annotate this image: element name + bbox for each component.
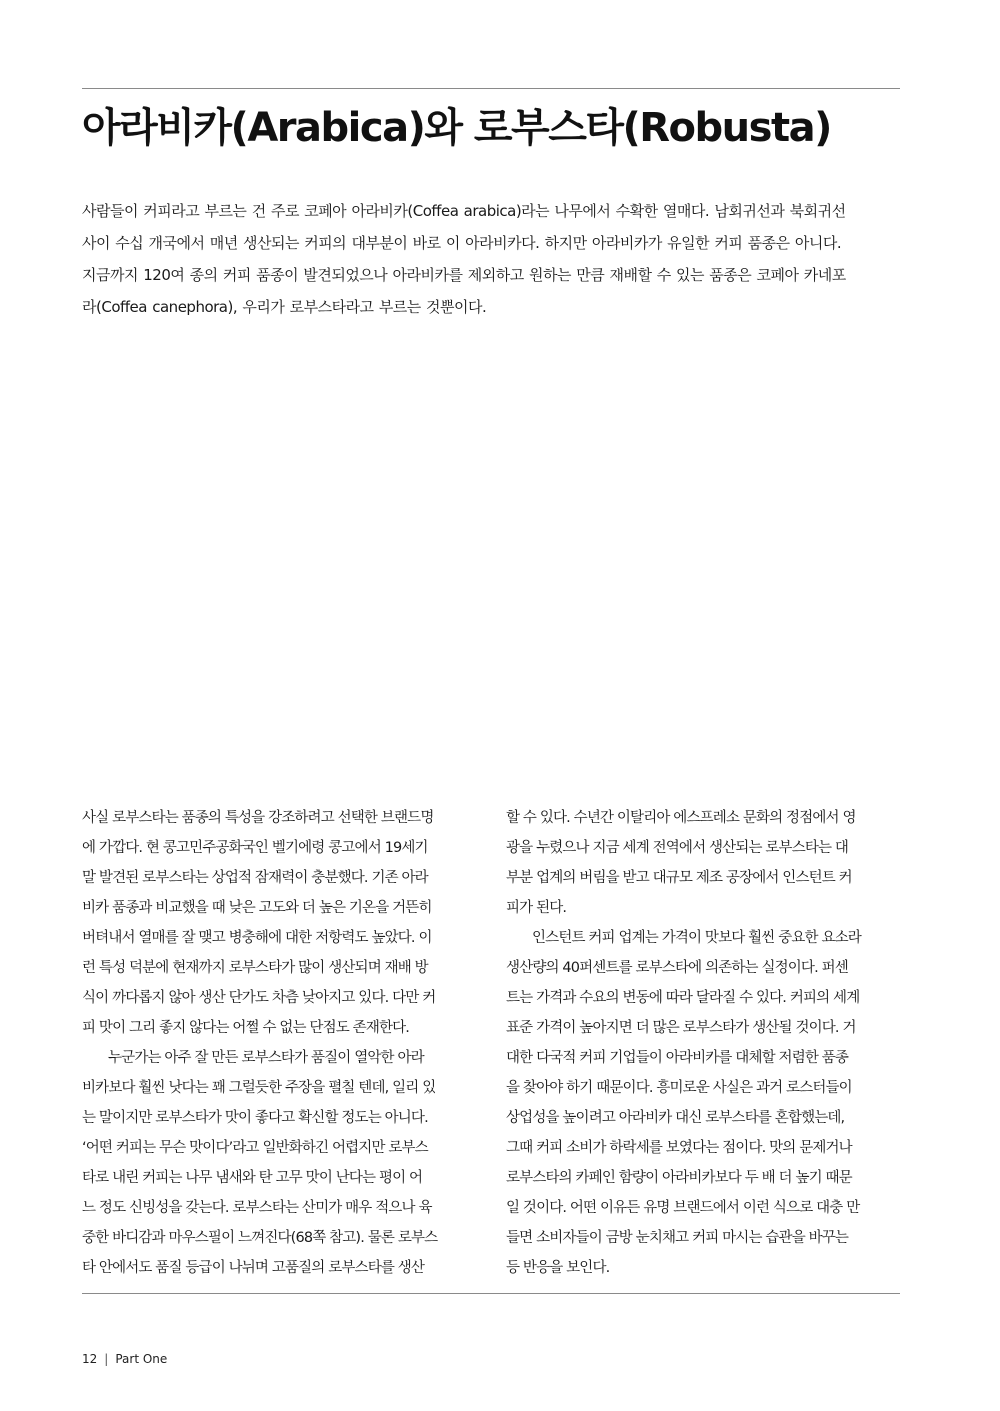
body-line: 는 말이지만 로부스타가 맛이 좋다고 확신할 정도는 아니다. (82, 1110, 428, 1126)
body-line: 을 찾아야 하기 때문이다. 흥미로운 사실은 과거 로스터들이 (506, 1080, 852, 1096)
body-line: 비카보다 훨씬 낫다는 꽤 그럴듯한 주장을 펼칠 텐데, 일리 있 (82, 1080, 436, 1096)
page-title: 아라비카(Arabica)와 로부스타(Robusta) (82, 105, 831, 151)
body-line: 런 특성 덕분에 현재까지 로부스타가 많이 생산되며 재배 방 (82, 960, 428, 976)
page-number: 12 (82, 1352, 98, 1366)
section-label: Part One (115, 1352, 168, 1366)
intro-line: 지금까지 120여 종의 커피 품종이 발견되었으나 아라비카를 제외하고 원하는 만큼 재배할 수 있는 품종은 코페아 카네포 (82, 266, 846, 284)
intro-line: 사람들이 커피라고 부르는 건 주로 코페아 아라비카(Coffea arabica)라는 나무에서 수확한 열매다. 남회귀선과 북회귀선 (82, 202, 846, 220)
body-line: 피 맛이 그리 좋지 않다는 어쩔 수 없는 단점도 존재한다. (82, 1020, 410, 1036)
body-line: 타 안에서도 품질 등급이 나뉘며 고품질의 로부스타를 생산 (82, 1260, 425, 1276)
body-line: 피가 된다. (506, 900, 567, 916)
intro-line: 라(Coffea canephora), 우리가 로부스타라고 부르는 것뿐이다. (82, 298, 487, 316)
body-line: 생산량의 40퍼센트를 로부스타에 의존하는 실정이다. 퍼센 (506, 960, 848, 976)
body-line: 대한 다국적 커피 기업들이 아라비카를 대체할 저렴한 품종 (506, 1050, 849, 1066)
top-divider (82, 88, 900, 89)
body-line: ‘어떤 커피는 무슨 맛이다’라고 일반화하긴 어렵지만 로부스 (82, 1140, 428, 1156)
body-line: 등 반응을 보인다. (506, 1260, 610, 1276)
body-line: 부분 업계의 버림을 받고 대규모 제조 공장에서 인스턴트 커 (506, 870, 852, 886)
body-line: 표준 가격이 높아지면 더 많은 로부스타가 생산될 것이다. 거 (506, 1020, 856, 1036)
body-line: 사실 로부스타는 품종의 특성을 강조하려고 선택한 브랜드명 (82, 810, 434, 826)
body-line: 로부스타의 카페인 함량이 아라비카보다 두 배 더 높기 때문 (506, 1170, 852, 1186)
body-line: 광을 누렸으나 지금 세계 전역에서 생산되는 로부스타는 대 (506, 840, 849, 856)
body-line: 비카 품종과 비교했을 때 낮은 고도와 더 높은 기온을 거뜬히 (82, 900, 432, 916)
body-line: 타로 내린 커피는 나무 냄새와 탄 고무 맛이 난다는 평이 어 (82, 1170, 423, 1186)
body-column-left (82, 803, 475, 1283)
body-line: 말 발견된 로부스타는 상업적 잠재력이 충분했다. 기존 아라 (82, 870, 428, 886)
body-line: 그때 커피 소비가 하락세를 보였다는 점이다. 맛의 문제거나 (506, 1140, 852, 1156)
body-line: 중한 바디감과 마우스필이 느껴진다(68쪽 참고). 물론 로부스 (82, 1230, 438, 1246)
body-line: 에 가깝다. 현 콩고민주공화국인 벨기에령 콩고에서 19세기 (82, 840, 428, 856)
footer-separator: | (104, 1352, 109, 1366)
bottom-divider (82, 1293, 900, 1294)
body-line: 식이 까다롭지 않아 생산 단가도 차츰 낮아지고 있다. 다만 커 (82, 990, 436, 1006)
body-line: 인스턴트 커피 업계는 가격이 맛보다 훨씬 중요한 요소라 (532, 930, 861, 946)
intro-line: 사이 수십 개국에서 매년 생산되는 커피의 대부분이 바로 이 아라비카다. 하지만 아라비카가 유일한 커피 품종은 아니다. (82, 234, 842, 252)
body-line: 상업성을 높이려고 아라비카 대신 로부스타를 혼합했는데, (506, 1110, 845, 1126)
body-line: 트는 가격과 수요의 변동에 따라 달라질 수 있다. 커피의 세계 (506, 990, 860, 1006)
body-column-right (506, 803, 899, 1283)
body-line: 느 정도 신빙성을 갖는다. 로부스타는 산미가 매우 적으나 육 (82, 1200, 432, 1216)
body-line: 들면 소비자들이 금방 눈치채고 커피 마시는 습관을 바꾸는 (506, 1230, 849, 1246)
body-line: 버텨내서 열매를 잘 맺고 병충해에 대한 저항력도 높았다. 이 (82, 930, 432, 946)
body-line: 할 수 있다. 수년간 이탈리아 에스프레소 문화의 정점에서 영 (506, 810, 856, 826)
body-line: 일 것이다. 어떤 이유든 유명 브랜드에서 이런 식으로 대충 만 (506, 1200, 860, 1216)
page-footer (82, 1349, 167, 1369)
intro-paragraph (82, 195, 900, 323)
body-line: 누군가는 아주 잘 만든 로부스타가 품질이 열악한 아라 (108, 1050, 424, 1066)
